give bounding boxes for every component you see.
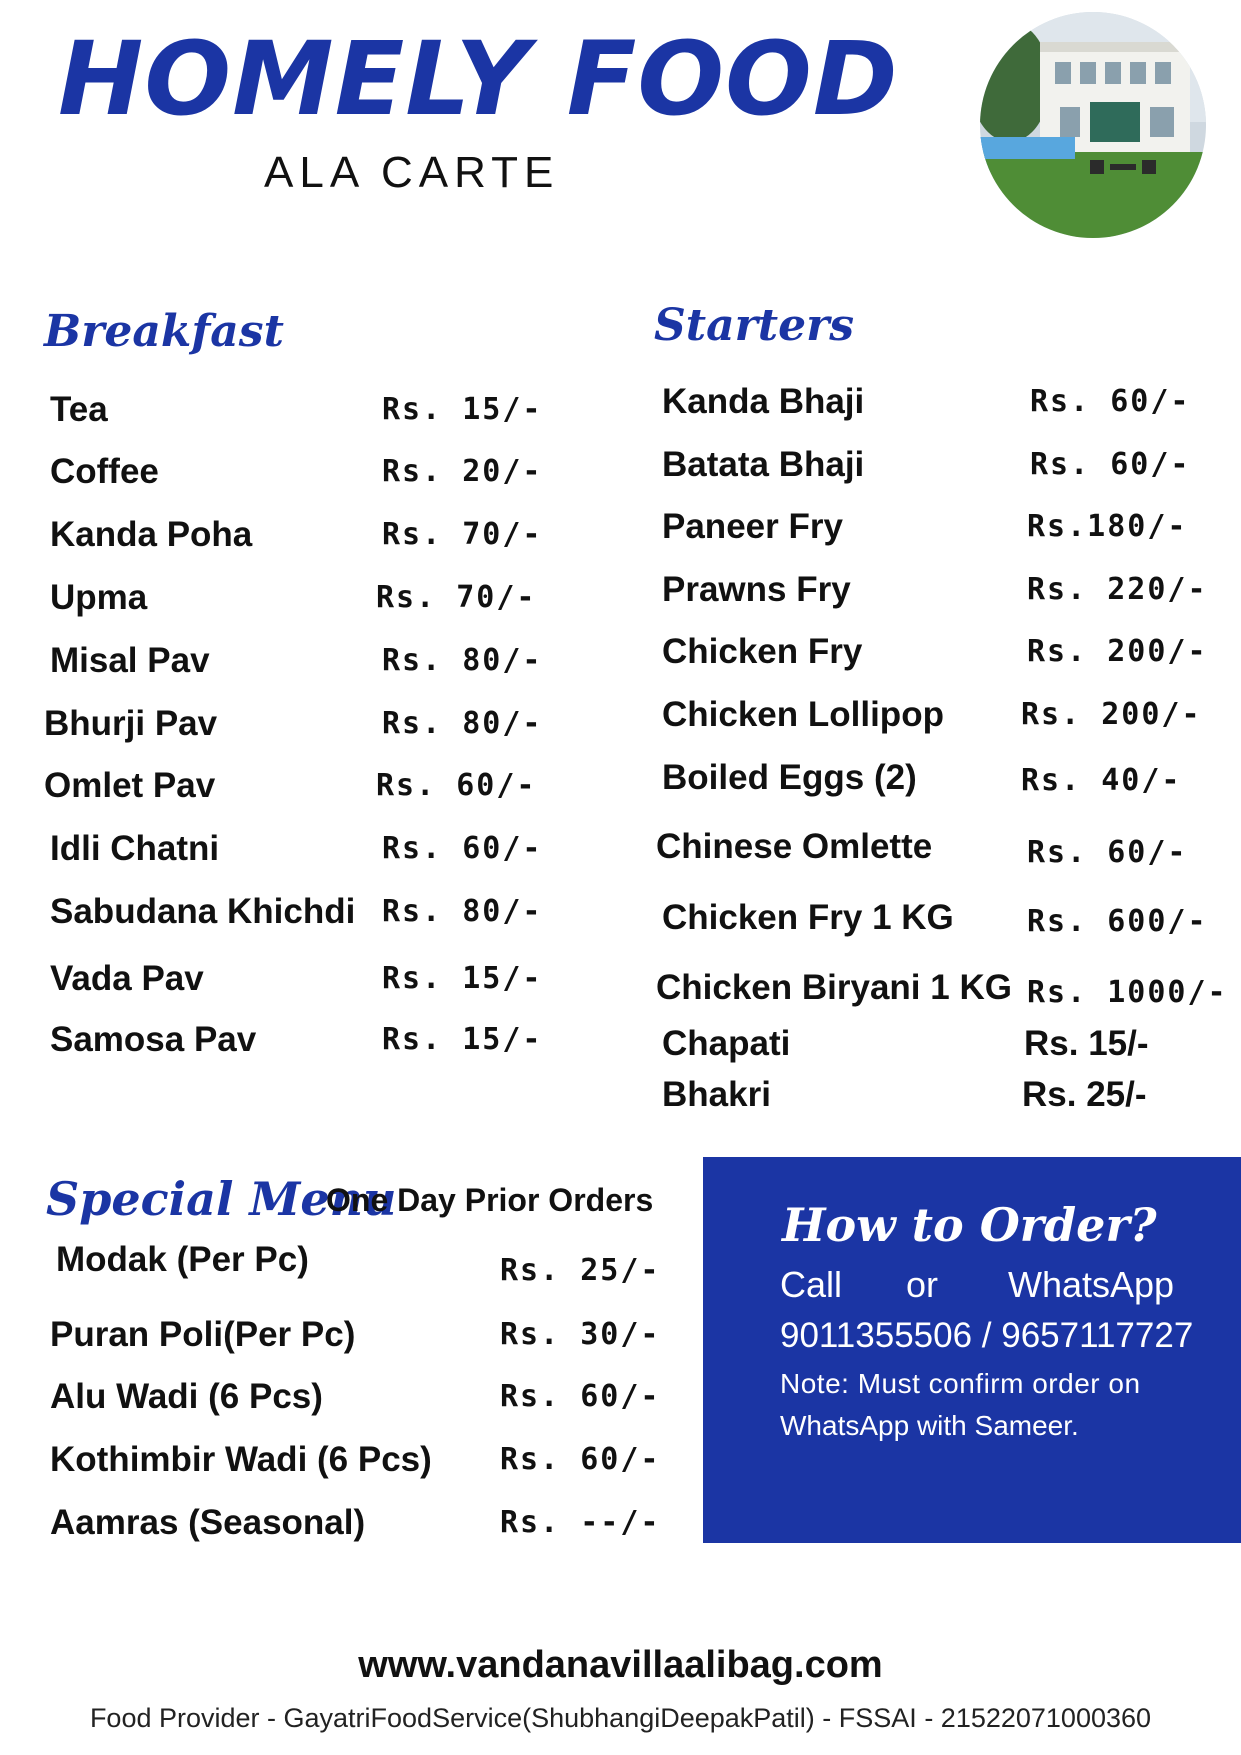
- special-menu-note: One Day Prior Orders: [326, 1182, 654, 1218]
- special-item-price: Rs. --/-: [500, 1505, 661, 1540]
- breakfast-item-price: Rs. 60/-: [382, 831, 543, 866]
- breakfast-item-name: Bhurji Pav: [44, 704, 218, 743]
- breakfast-item-name: Samosa Pav: [50, 1020, 257, 1059]
- starters-item-name: Chicken Fry 1 KG: [662, 898, 954, 937]
- special-item-name: Modak (Per Pc): [56, 1240, 309, 1279]
- breakfast-heading: Breakfast: [44, 306, 284, 357]
- breakfast-item-price: Rs. 15/-: [382, 961, 543, 996]
- starters-item-name: Prawns Fry: [662, 570, 851, 609]
- order-heading: How to Order?: [782, 1198, 1157, 1252]
- starters-item-price: Rs. 60/-: [1030, 447, 1191, 482]
- breakfast-item-price: Rs. 80/-: [382, 643, 543, 678]
- breakfast-item-price: Rs. 15/-: [382, 1022, 543, 1057]
- special-item-price: Rs. 60/-: [500, 1379, 661, 1414]
- starters-item-price: Rs. 15/-: [1024, 1024, 1149, 1063]
- starters-item-price: Rs. 1000/-: [1027, 975, 1228, 1010]
- special-menu-heading: Special Menu: [46, 1172, 397, 1226]
- starters-item-name: Bhakri: [662, 1075, 771, 1114]
- starters-item-price: Rs. 200/-: [1027, 634, 1208, 669]
- breakfast-item-name: Kanda Poha: [50, 515, 253, 554]
- website-link[interactable]: www.vandanavillaalibag.com: [358, 1644, 883, 1686]
- breakfast-item-price: Rs. 80/-: [382, 894, 543, 929]
- order-or-label: or: [906, 1264, 939, 1305]
- special-item-price: Rs. 30/-: [500, 1317, 661, 1352]
- starters-item-name: Chapati: [662, 1024, 791, 1063]
- starters-item-name: Chicken Fry: [662, 632, 863, 671]
- breakfast-item-price: Rs. 60/-: [376, 768, 537, 803]
- order-call-label: Call: [780, 1264, 843, 1305]
- breakfast-item-name: Vada Pav: [50, 959, 204, 998]
- starters-item-name: Kanda Bhaji: [662, 382, 865, 421]
- breakfast-item-name: Omlet Pav: [44, 766, 216, 805]
- page-title: HOMELY FOOD: [58, 20, 899, 139]
- starters-item-name: Chicken Biryani 1 KG: [656, 968, 1012, 1007]
- starters-item-price: Rs. 60/-: [1027, 835, 1188, 870]
- starters-item-name: Boiled Eggs (2): [662, 758, 917, 797]
- breakfast-item-name: Upma: [50, 578, 148, 617]
- breakfast-item-name: Sabudana Khichdi: [50, 892, 356, 931]
- page-subtitle: ALA CARTE: [264, 148, 560, 197]
- breakfast-item-name: Coffee: [50, 452, 159, 491]
- starters-item-price: Rs. 25/-: [1022, 1075, 1147, 1114]
- order-note-line1: Note: Must confirm order on: [780, 1368, 1141, 1399]
- provider-info: Food Provider - GayatriFoodService(ShubhangiDeepakPatil) - FSSAI - 21522071000360: [89, 1703, 1152, 1733]
- starters-item-price: Rs. 40/-: [1021, 763, 1182, 798]
- breakfast-item-name: Idli Chatni: [50, 829, 220, 868]
- breakfast-item-price: Rs. 20/-: [382, 454, 543, 489]
- starters-item-price: Rs.180/-: [1027, 509, 1188, 544]
- starters-item-price: Rs. 220/-: [1027, 572, 1208, 607]
- breakfast-item-price: Rs. 70/-: [382, 517, 543, 552]
- order-phone-numbers: 9011355506 / 9657117727: [780, 1316, 1194, 1355]
- special-item-name: Puran Poli(Per Pc): [50, 1315, 356, 1354]
- villa-photo: [980, 12, 1206, 238]
- order-note-line2: WhatsApp with Sameer.: [780, 1410, 1079, 1441]
- special-item-price: Rs. 60/-: [500, 1442, 661, 1477]
- breakfast-item-price: Rs. 15/-: [382, 392, 543, 427]
- order-whatsapp-label: WhatsApp: [1008, 1264, 1175, 1305]
- villa-photo-icon: [980, 12, 1206, 238]
- starters-item-name: Paneer Fry: [662, 507, 843, 546]
- breakfast-item-price: Rs. 80/-: [382, 706, 543, 741]
- breakfast-item-name: Tea: [50, 390, 108, 429]
- starters-item-price: Rs. 60/-: [1030, 384, 1191, 419]
- special-item-name: Aamras (Seasonal): [50, 1503, 366, 1542]
- starters-item-price: Rs. 200/-: [1021, 697, 1202, 732]
- starters-item-name: Batata Bhaji: [662, 445, 865, 484]
- starters-heading: Starters: [654, 300, 855, 351]
- special-item-price: Rs. 25/-: [500, 1253, 661, 1288]
- special-item-name: Alu Wadi (6 Pcs): [50, 1377, 323, 1416]
- starters-item-name: Chinese Omlette: [656, 827, 933, 866]
- special-item-name: Kothimbir Wadi (6 Pcs): [50, 1440, 432, 1479]
- breakfast-item-name: Misal Pav: [50, 641, 210, 680]
- starters-item-price: Rs. 600/-: [1027, 904, 1208, 939]
- starters-item-name: Chicken Lollipop: [662, 695, 944, 734]
- breakfast-item-price: Rs. 70/-: [376, 580, 537, 615]
